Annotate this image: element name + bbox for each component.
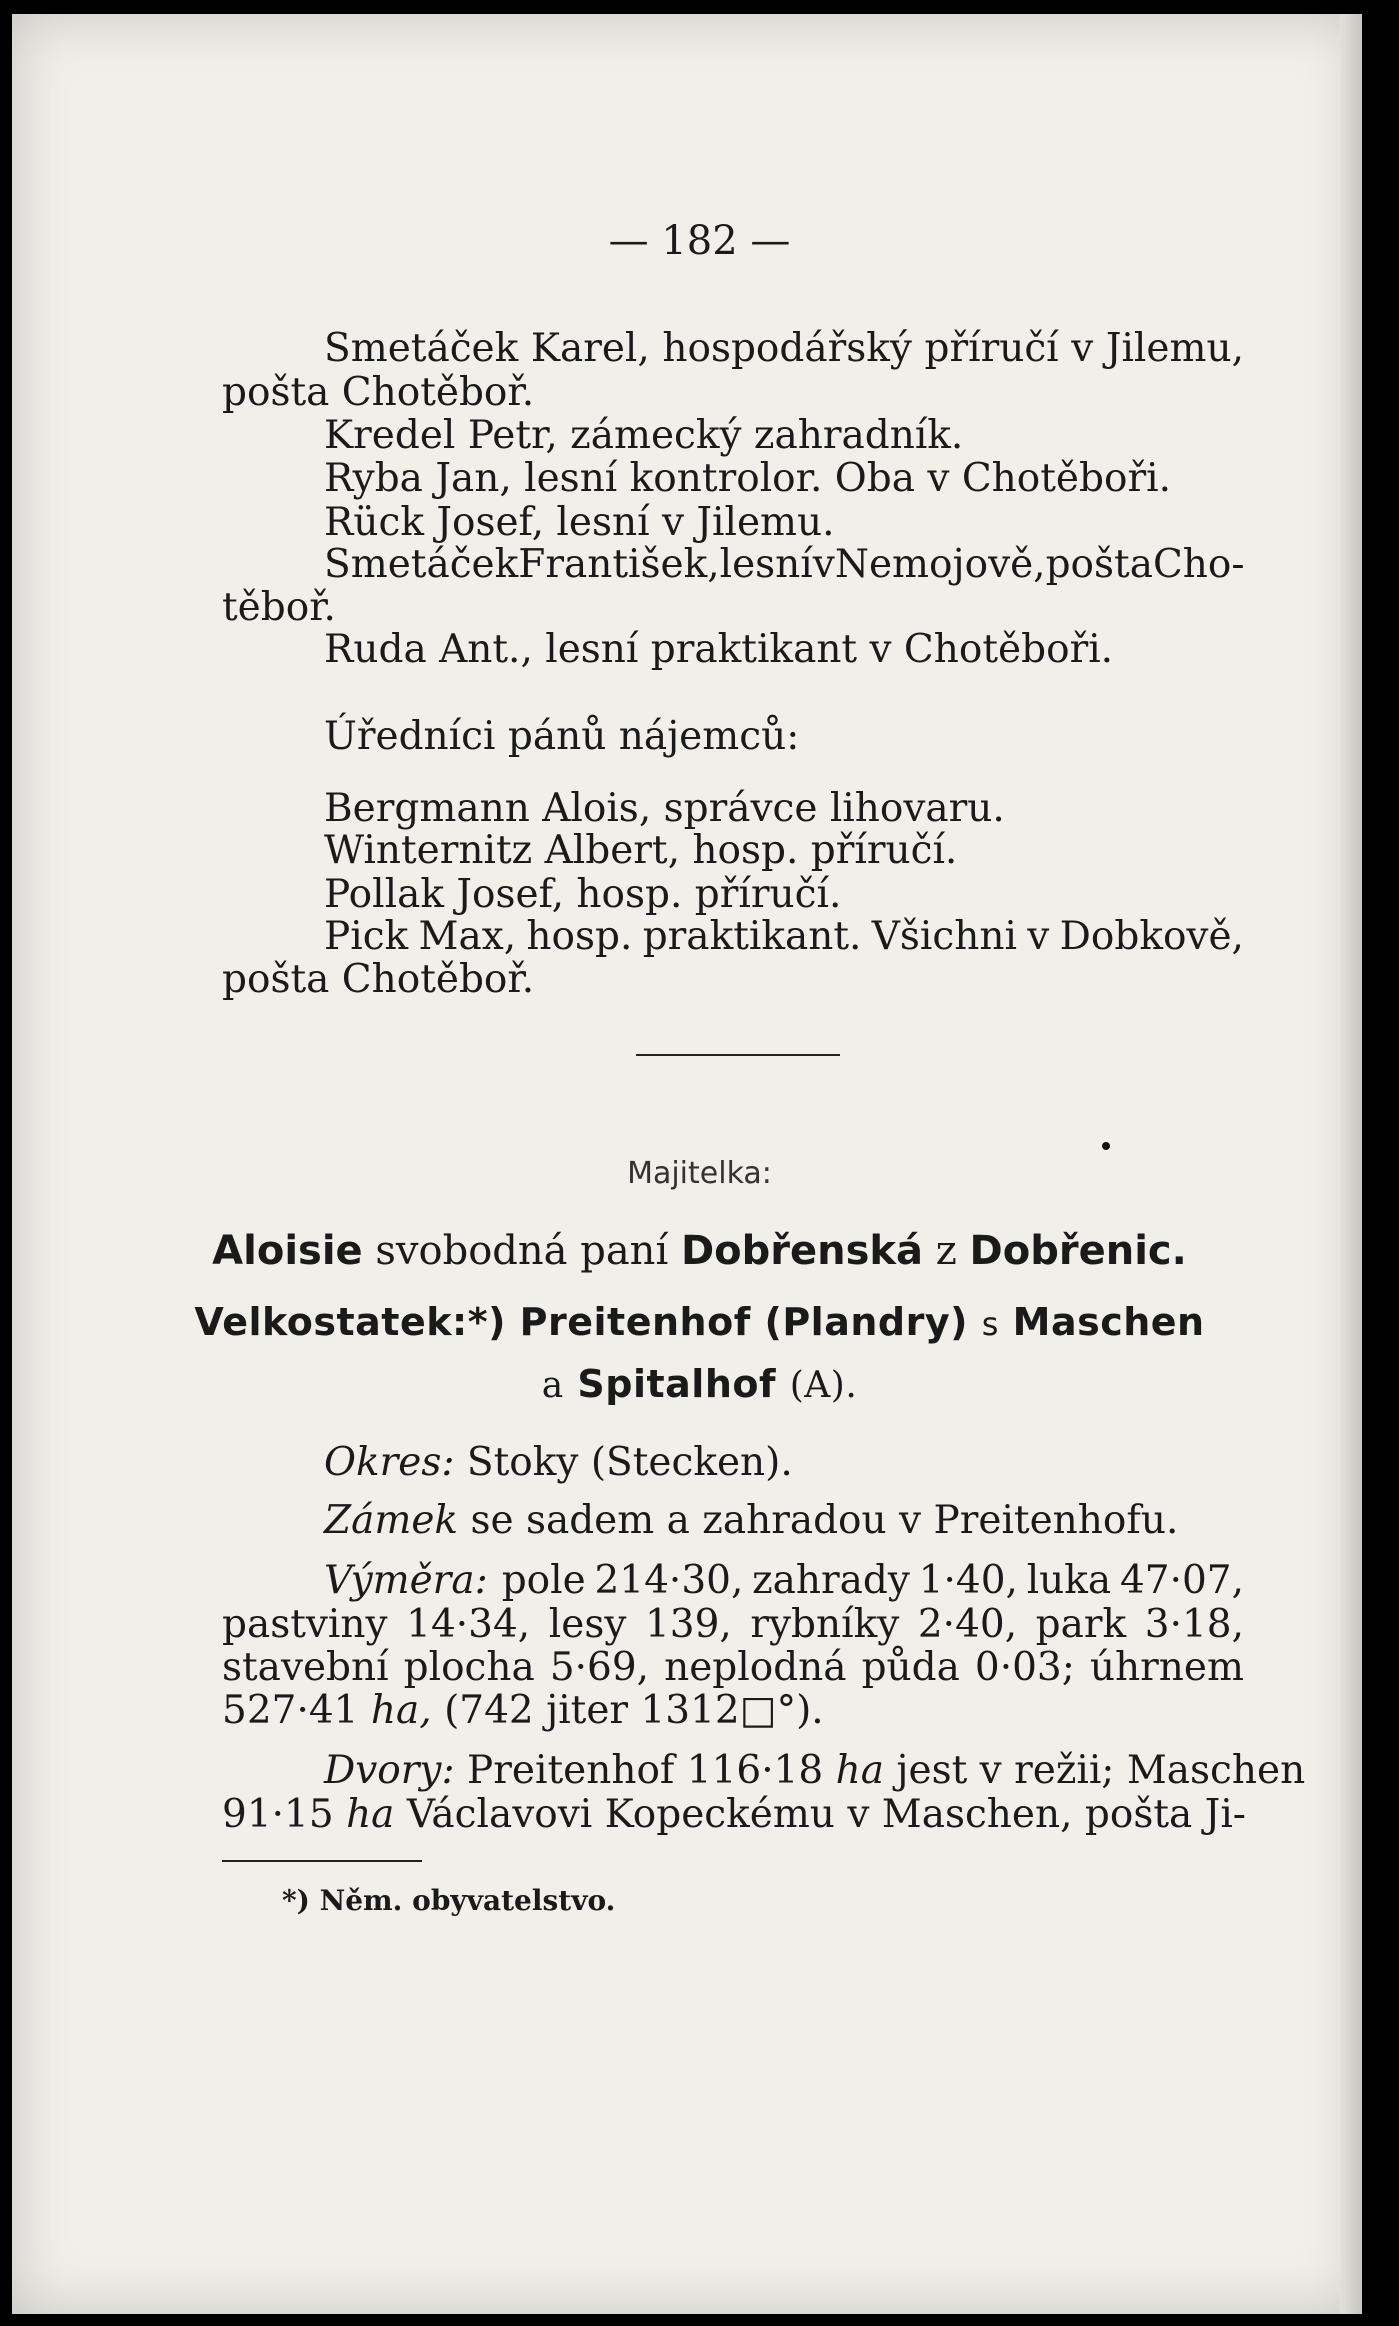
farms-l2-b: Václavovi Kopeckému v Maschen, pošta Ji- xyxy=(406,1792,1246,1837)
word: Max, xyxy=(418,914,517,959)
footnote: *) Něm. obyvatelstvo. xyxy=(282,1884,616,1917)
word: 5·69, xyxy=(549,1645,650,1690)
word: plocha xyxy=(403,1645,535,1690)
area-line-1-words xyxy=(502,1558,1244,1604)
farms-l1-unit: ha xyxy=(835,1748,884,1793)
word: luka xyxy=(1026,1558,1112,1603)
staff-line-8: Ruda Ant., lesní praktikant v Chotěboři. xyxy=(324,627,1114,672)
farms-l1-b: jest v režii; Maschen xyxy=(896,1748,1306,1793)
officials-line-5: pošta Chotěboř. xyxy=(222,957,535,1002)
word: v xyxy=(812,542,835,587)
area-line-1 xyxy=(324,1558,1244,1604)
owner-surname: Dobřenská xyxy=(680,1228,924,1274)
area-line-3 xyxy=(222,1645,1244,1691)
area-unit: ha, xyxy=(370,1688,432,1733)
district-line xyxy=(324,1440,793,1486)
word: stavební xyxy=(222,1645,389,1690)
word: 1·40, xyxy=(918,1558,1018,1603)
officials-line-1: Bergmann Alois, správce lihovaru. xyxy=(324,786,1005,831)
castle-value: se sadem a zahradou v Preitenhofu. xyxy=(470,1498,1179,1543)
word: Smetáček xyxy=(324,326,519,371)
staff-line-3: Kredel Petr, zámecký zahradník. xyxy=(324,413,964,458)
staff-line-7: těboř. xyxy=(222,585,336,630)
word: 47·07, xyxy=(1119,1558,1244,1603)
estate-a: a xyxy=(541,1365,564,1406)
area-jiter: (742 jiter 1312□°). xyxy=(444,1688,824,1733)
word: 214·30, xyxy=(594,1558,744,1603)
section-divider xyxy=(636,1054,840,1056)
word: pastviny xyxy=(222,1602,388,1647)
estate-heading-1 xyxy=(0,1300,1399,1344)
word: rybníky xyxy=(750,1602,900,1647)
staff-line-4: Ryba Jan, lesní kontrolor. Oba v Chotěboři. xyxy=(324,456,1171,501)
word: praktikant. xyxy=(642,914,862,959)
estate-code: (A). xyxy=(789,1365,858,1406)
word: Všichni xyxy=(871,914,1017,959)
word: 0·03; xyxy=(974,1645,1075,1690)
word: 2·40, xyxy=(917,1602,1018,1647)
word: František, xyxy=(518,542,720,587)
area-total: 527·41 xyxy=(222,1688,359,1733)
owner-heading xyxy=(0,1228,1399,1274)
farms-line-2 xyxy=(222,1792,1246,1838)
footnote-rule xyxy=(222,1860,422,1862)
word: Dobkově, xyxy=(1059,914,1244,959)
area-line-2 xyxy=(222,1602,1244,1648)
staff-line-6 xyxy=(324,542,1244,588)
farms-label: Dvory: xyxy=(324,1748,455,1793)
staff-line-5: Rück Josef, lesní v Jilemu. xyxy=(324,500,835,545)
officials-heading: Úředníci pánů nájemců: xyxy=(324,714,800,759)
farms-l2-a: 91·15 xyxy=(222,1792,334,1837)
estate-spitalhof: Spitalhof xyxy=(577,1362,777,1406)
word: pošta xyxy=(1045,542,1153,587)
word: hospodářský xyxy=(662,326,912,371)
word: Nemojově, xyxy=(834,542,1046,587)
word: lesy xyxy=(548,1602,627,1647)
word: neplodná xyxy=(664,1645,847,1690)
word: půda xyxy=(861,1645,960,1690)
owner-title: svobodná paní xyxy=(375,1228,669,1274)
castle-label: Zámek xyxy=(324,1498,459,1543)
district-label: Okres: xyxy=(324,1440,455,1485)
officials-line-3: Pollak Josef, hosp. příručí. xyxy=(324,872,842,917)
word: Pick xyxy=(324,914,409,959)
owner-place: Dobřenic. xyxy=(969,1228,1187,1274)
word: Cho- xyxy=(1152,542,1245,587)
word: 3·18, xyxy=(1144,1602,1244,1647)
farms-l2-unit: ha xyxy=(346,1792,395,1837)
word: příručí xyxy=(924,326,1059,371)
word: park xyxy=(1035,1602,1127,1647)
word: v xyxy=(1071,326,1094,371)
word: Jilemu, xyxy=(1105,326,1244,371)
officials-line-4 xyxy=(324,914,1244,960)
word: pole xyxy=(501,1558,586,1603)
owner-first-name: Aloisie xyxy=(212,1228,363,1274)
word: lesní xyxy=(719,542,813,587)
owner-label: Majitelka: xyxy=(627,1156,772,1191)
area-line-4 xyxy=(222,1688,824,1734)
estate-heading-2 xyxy=(0,1362,1399,1406)
word: v xyxy=(1027,914,1050,959)
castle-line xyxy=(324,1498,1178,1544)
area-label: Výměra: xyxy=(324,1558,488,1603)
page-number: — 182 — xyxy=(608,218,791,264)
word: Karel, xyxy=(530,326,650,371)
district-value: Stoky (Stecken). xyxy=(466,1440,793,1485)
staff-line-2: pošta Chotěboř. xyxy=(222,370,535,415)
officials-line-2: Winternitz Albert, hosp. příručí. xyxy=(324,828,958,873)
word: úhrnem xyxy=(1089,1645,1244,1690)
print-speck xyxy=(1102,1142,1110,1150)
farms-line-1 xyxy=(324,1748,1305,1794)
word: 14·34, xyxy=(406,1602,531,1647)
owner-z: z xyxy=(935,1228,957,1274)
estate-s: s xyxy=(981,1305,999,1343)
estate-maschen: Maschen xyxy=(1012,1300,1205,1344)
word: Smetáček xyxy=(324,542,519,587)
estate-name: Velkostatek:*) Preitenhof (Plandry) xyxy=(194,1300,968,1344)
word: 139, xyxy=(644,1602,732,1647)
word: hosp. xyxy=(526,914,633,959)
farms-l1-a: Preitenhof 116·18 xyxy=(467,1748,824,1793)
staff-line-1 xyxy=(324,326,1244,372)
word: zahrady xyxy=(752,1558,910,1603)
